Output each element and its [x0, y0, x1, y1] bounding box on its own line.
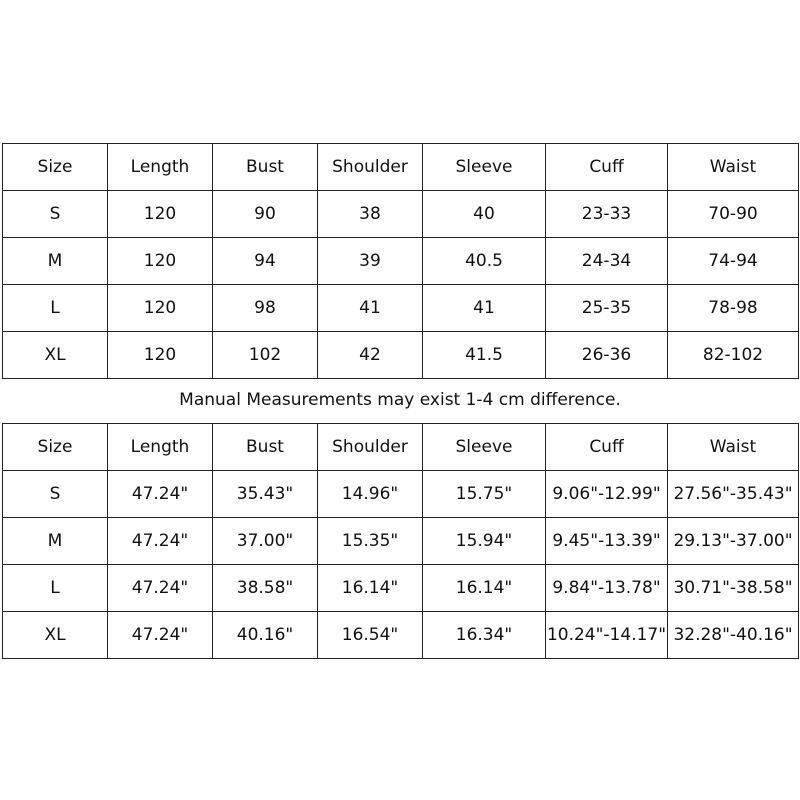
table-cell: L: [3, 565, 108, 612]
table-cell: 47.24": [108, 518, 213, 565]
table-cell: M: [3, 238, 108, 285]
table-cell: 47.24": [108, 471, 213, 518]
table-cell: 38: [318, 191, 423, 238]
table-cell: 16.14": [423, 565, 546, 612]
table-cell: 41.5: [423, 332, 546, 379]
header-cell: Bust: [213, 144, 318, 191]
table-cell: 23-33: [546, 191, 668, 238]
table-cell: 120: [108, 191, 213, 238]
table-cell: 27.56"-35.43": [668, 471, 799, 518]
header-cell: Size: [3, 424, 108, 471]
header-cell: Bust: [213, 424, 318, 471]
table-cell: XL: [3, 612, 108, 659]
table-row: [3, 285, 799, 332]
table-cell: 10.24"-14.17": [546, 612, 668, 659]
table-cell: 35.43": [213, 471, 318, 518]
header-cell: Waist: [668, 144, 799, 191]
size-table-inches: [2, 423, 799, 659]
table-cell: XL: [3, 332, 108, 379]
header-cell: Cuff: [546, 424, 668, 471]
table-cell: 38.58": [213, 565, 318, 612]
header-cell: Shoulder: [318, 144, 423, 191]
header-cell: Waist: [668, 424, 799, 471]
table-row: [3, 471, 799, 518]
table-cell: 9.45"-13.39": [546, 518, 668, 565]
table-cell: 74-94: [668, 238, 799, 285]
table-cell: 120: [108, 238, 213, 285]
table-row: [3, 612, 799, 659]
table-cell: 37.00": [213, 518, 318, 565]
header-cell: Size: [3, 144, 108, 191]
header-cell: Sleeve: [423, 144, 546, 191]
size-table-cm: [2, 143, 799, 379]
table-cell: 40: [423, 191, 546, 238]
table-cell: 42: [318, 332, 423, 379]
table-cell: 70-90: [668, 191, 799, 238]
table-cell: 47.24": [108, 565, 213, 612]
table-cell: 94: [213, 238, 318, 285]
table-cell: S: [3, 191, 108, 238]
table-cell: 39: [318, 238, 423, 285]
table-cell: 40.16": [213, 612, 318, 659]
table-cell: 15.35": [318, 518, 423, 565]
table-row: [3, 191, 799, 238]
header-cell: Shoulder: [318, 424, 423, 471]
table-cell: 25-35: [546, 285, 668, 332]
table-cell: 30.71"-38.58": [668, 565, 799, 612]
table-cell: 32.28"-40.16": [668, 612, 799, 659]
measurement-note: Manual Measurements may exist 1-4 cm difference.: [179, 390, 621, 410]
table-row: [3, 518, 799, 565]
table-cell: 9.84"-13.78": [546, 565, 668, 612]
header-cell: Sleeve: [423, 424, 546, 471]
table-cell: 82-102: [668, 332, 799, 379]
table-cell: 120: [108, 285, 213, 332]
table-cell: 15.94": [423, 518, 546, 565]
table-cell: 16.34": [423, 612, 546, 659]
table-cell: 41: [318, 285, 423, 332]
table-cell: 16.14": [318, 565, 423, 612]
table-cell: 41: [423, 285, 546, 332]
table-cell: S: [3, 471, 108, 518]
table-row: [3, 238, 799, 285]
table-header-row: [3, 424, 799, 471]
table-cell: 26-36: [546, 332, 668, 379]
header-cell: Cuff: [546, 144, 668, 191]
table-cell: M: [3, 518, 108, 565]
table-cell: 102: [213, 332, 318, 379]
table-cell: 90: [213, 191, 318, 238]
table-cell: 9.06"-12.99": [546, 471, 668, 518]
table-cell: 24-34: [546, 238, 668, 285]
header-cell: Length: [108, 144, 213, 191]
table-cell: L: [3, 285, 108, 332]
table-cell: 40.5: [423, 238, 546, 285]
table-row: [3, 565, 799, 612]
table-row: [3, 332, 799, 379]
table-cell: 98: [213, 285, 318, 332]
table-cell: 16.54": [318, 612, 423, 659]
table-cell: 78-98: [668, 285, 799, 332]
table-cell: 120: [108, 332, 213, 379]
header-cell: Length: [108, 424, 213, 471]
table-cell: 15.75": [423, 471, 546, 518]
table-cell: 47.24": [108, 612, 213, 659]
table-cell: 14.96": [318, 471, 423, 518]
table-cell: 29.13"-37.00": [668, 518, 799, 565]
table-header-row: [3, 144, 799, 191]
